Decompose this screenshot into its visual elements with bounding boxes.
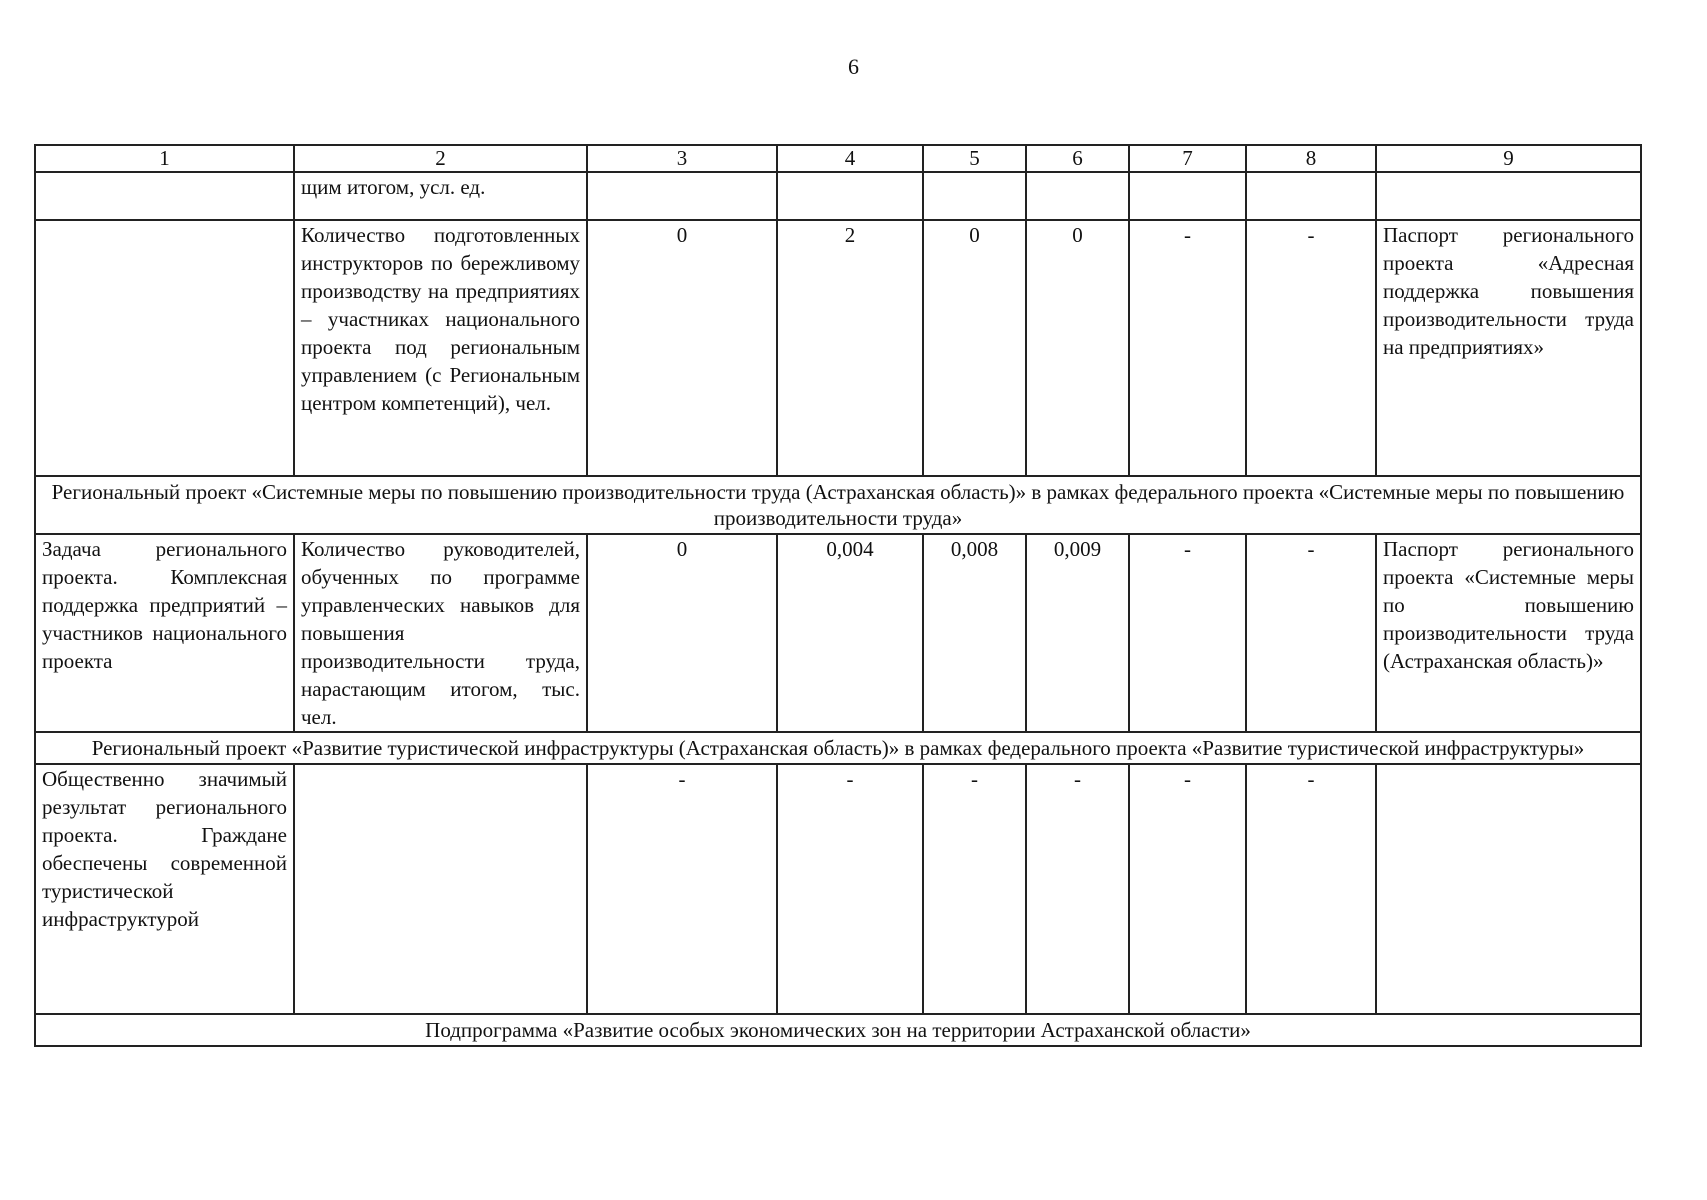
value-cell <box>923 172 1026 220</box>
indicator-cell: щим итогом, усл. ед. <box>294 172 587 220</box>
value-cell: 0 <box>587 534 777 732</box>
value-cell: 0 <box>1026 220 1129 476</box>
column-number-row <box>35 145 1641 172</box>
section-row <box>35 1014 1641 1046</box>
value-cell <box>1129 172 1246 220</box>
table-row <box>35 764 1641 1014</box>
task-cell <box>35 220 294 476</box>
section-row <box>35 476 1641 534</box>
value-cell: 0,004 <box>777 534 923 732</box>
column-header: 7 <box>1129 145 1246 172</box>
table-row <box>35 220 1641 476</box>
source-cell <box>1376 172 1641 220</box>
table-row <box>35 534 1641 732</box>
value-cell: - <box>1246 220 1376 476</box>
column-header: 5 <box>923 145 1026 172</box>
section-title: Подпрограмма «Развитие особых экономических зон на территории Астраханской области» <box>35 1014 1641 1046</box>
value-cell: - <box>1026 764 1129 1014</box>
indicator-cell <box>294 764 587 1014</box>
source-cell: Паспорт регионального проекта «Адресная поддержка повышения производительности труда на предприятиях» <box>1376 220 1641 476</box>
column-header: 6 <box>1026 145 1129 172</box>
value-cell: 0,008 <box>923 534 1026 732</box>
indicator-cell: Количество руководителей, обученных по программе управленческих навыков для повышения производительности труда, нарастающим итогом, тыс. чел. <box>294 534 587 732</box>
value-cell <box>1246 172 1376 220</box>
column-header: 2 <box>294 145 587 172</box>
source-cell <box>1376 764 1641 1014</box>
indicator-cell: Количество подготовленных инструкторов по бережливому производству на предприятиях – участниках национального проекта под региональным управлением (с Региональным центром компетенций), чел. <box>294 220 587 476</box>
value-cell: - <box>1246 764 1376 1014</box>
value-cell: 0 <box>923 220 1026 476</box>
value-cell <box>1026 172 1129 220</box>
section-title: Региональный проект «Системные меры по повышению производительности труда (Астраханская область)» в рамках федерального проекта «Системные меры по повышению производительности труда» <box>35 476 1641 534</box>
value-cell: - <box>1129 534 1246 732</box>
column-header: 4 <box>777 145 923 172</box>
task-cell: Общественно значимый результат регионального проекта. Граждане обеспечены современной туристической инфраструктурой <box>35 764 294 1014</box>
column-header: 9 <box>1376 145 1641 172</box>
value-cell: 0,009 <box>1026 534 1129 732</box>
value-cell: - <box>587 764 777 1014</box>
value-cell: - <box>1129 220 1246 476</box>
value-cell: - <box>777 764 923 1014</box>
column-header: 3 <box>587 145 777 172</box>
value-cell: - <box>1246 534 1376 732</box>
value-cell <box>777 172 923 220</box>
value-cell: 0 <box>587 220 777 476</box>
column-header: 1 <box>35 145 294 172</box>
value-cell: - <box>1129 764 1246 1014</box>
section-title: Региональный проект «Развитие туристической инфраструктуры (Астраханская область)» в рамках федерального проекта «Развитие туристической инфраструктуры» <box>35 732 1641 764</box>
source-cell: Паспорт регионального проекта «Системные меры по повышению производительности труда (Астраханская область)» <box>1376 534 1641 732</box>
column-header: 8 <box>1246 145 1376 172</box>
task-cell <box>35 172 294 220</box>
value-cell: - <box>923 764 1026 1014</box>
section-row <box>35 732 1641 764</box>
value-cell: 2 <box>777 220 923 476</box>
page-number: 6 <box>848 54 859 79</box>
value-cell <box>587 172 777 220</box>
indicators-table <box>34 144 1642 1047</box>
table-row <box>35 172 1641 220</box>
task-cell: Задача регионального проекта. Комплексная поддержка предприятий – участников национального проекта <box>35 534 294 732</box>
